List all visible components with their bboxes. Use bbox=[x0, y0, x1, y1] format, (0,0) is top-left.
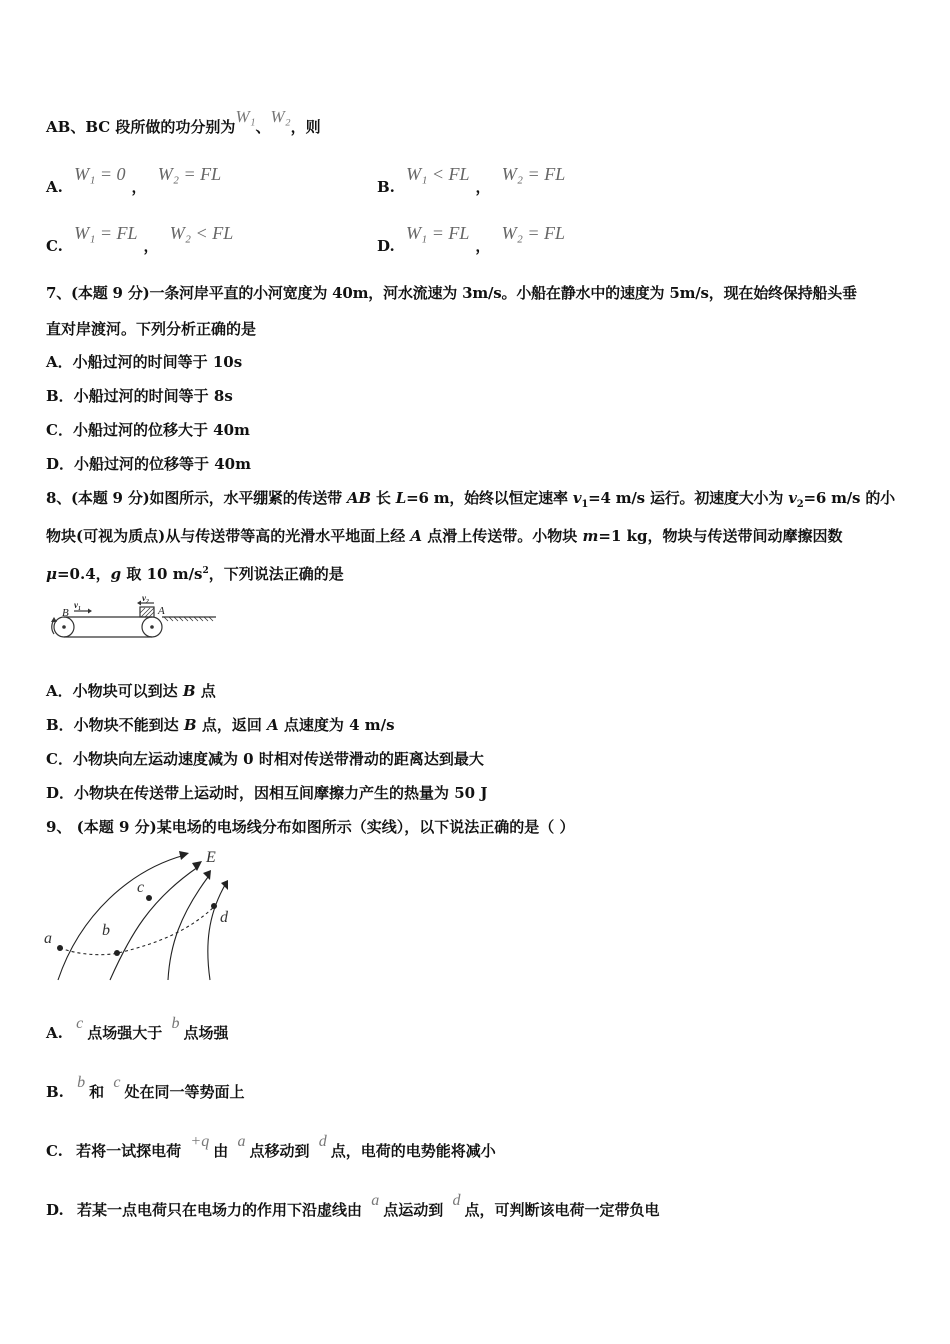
option-label: B. bbox=[46, 1083, 64, 1101]
sym: a bbox=[371, 1192, 380, 1209]
text: 点，电荷的电势能将减小 bbox=[330, 1142, 496, 1160]
field-line-1 bbox=[58, 855, 185, 980]
label-d: d bbox=[220, 909, 228, 926]
var-v1: v bbox=[572, 489, 582, 507]
text: ，下列说法正确的是 bbox=[208, 565, 344, 583]
label-b: B bbox=[62, 607, 69, 619]
point-a bbox=[57, 945, 63, 951]
text: =6 m，始终以恒定速率 bbox=[406, 489, 573, 507]
sym: d bbox=[318, 1133, 327, 1150]
text: 物块(可视为质点)从与传送带等高的光滑水平地面上经 bbox=[46, 527, 411, 545]
option-label: D. bbox=[377, 237, 395, 255]
option-math-2: W₂ = FL bbox=[157, 164, 222, 184]
q6-sep: 、 bbox=[255, 118, 271, 136]
q7-stem-line-1: 7、(本题 9 分)一条河岸平直的小河宽度为 40m，河水流速为 3m/s。小船在静水中的速度为 5m/s，现在始终保持船头垂 bbox=[46, 284, 857, 302]
q8-stem-line-1 bbox=[46, 487, 895, 510]
var-mu: μ bbox=[46, 565, 57, 583]
q8-option-c[interactable]: C．小物块向左运动速度减为 0 时相对传送带滑动的距离达到最大 bbox=[46, 750, 484, 768]
q8-stem-line-3 bbox=[46, 563, 344, 584]
q7-option-a[interactable]: A．小船过河的时间等于 10s bbox=[46, 353, 243, 371]
label-v1: v₁ bbox=[74, 600, 82, 610]
text: A．小物块可以到达 bbox=[46, 682, 183, 700]
text: 长 bbox=[370, 489, 396, 507]
q8-option-b[interactable] bbox=[46, 714, 395, 735]
point-c bbox=[146, 895, 152, 901]
option-math-2: W₂ = FL bbox=[501, 164, 566, 184]
comma: ， bbox=[131, 178, 147, 196]
option-math-2: W₂ = FL bbox=[501, 223, 565, 243]
sym: d bbox=[452, 1192, 461, 1209]
var-ab: AB bbox=[346, 489, 371, 507]
sym: c bbox=[76, 1015, 84, 1032]
text: 点 bbox=[195, 682, 216, 700]
text: =1 kg，物块与传送带间动摩擦因数 bbox=[598, 527, 843, 545]
superscript: 2 bbox=[202, 566, 209, 576]
sym: a bbox=[237, 1133, 246, 1150]
q6-option-c[interactable] bbox=[46, 223, 239, 256]
option-math-1: W₁ = FL bbox=[74, 223, 138, 243]
q8-option-d[interactable]: D．小物块在传送带上运动时，因相互间摩擦力产生的热量为 50 J bbox=[46, 784, 488, 802]
text: 和 bbox=[89, 1083, 105, 1101]
text: 点运动到 bbox=[383, 1201, 444, 1219]
q9-option-a[interactable] bbox=[46, 1015, 229, 1043]
text: 由 bbox=[213, 1142, 229, 1160]
text: 点，可判断该电荷一定带负电 bbox=[464, 1201, 660, 1219]
option-label: A. bbox=[46, 1024, 63, 1042]
q7-stem-line-2: 直对岸渡河。下列分析正确的是 bbox=[46, 320, 257, 338]
q6-option-d[interactable] bbox=[377, 223, 571, 256]
q7-option-b[interactable]: B．小船过河的时间等于 8s bbox=[46, 387, 233, 405]
q9-option-b[interactable] bbox=[46, 1074, 245, 1102]
arrowhead-1 bbox=[179, 851, 189, 860]
point-d bbox=[211, 903, 217, 909]
label-a: A bbox=[158, 605, 165, 617]
var-v2: v bbox=[788, 489, 797, 507]
q6-option-a[interactable] bbox=[46, 164, 227, 197]
option-label: D. bbox=[46, 1201, 64, 1219]
comma: ， bbox=[475, 237, 491, 255]
comma: ， bbox=[475, 178, 491, 196]
arrowhead-4 bbox=[221, 880, 228, 890]
option-math-2: W₂ < FL bbox=[169, 223, 234, 243]
field-line-4 bbox=[208, 885, 225, 980]
var-l: L bbox=[395, 489, 407, 507]
electric-field-figure bbox=[40, 845, 240, 985]
q6-intro-text: AB、BC 段所做的功分别为 bbox=[46, 118, 236, 136]
text: 点场强 bbox=[183, 1024, 229, 1042]
label-e: E bbox=[206, 849, 216, 866]
q9-stem: 9、 (本题 9 分)某电场的电场线分布如图所示（实线），以下说法正确的是（ ） bbox=[46, 818, 575, 836]
text: 点速度为 4 m/s bbox=[278, 716, 395, 734]
text: 点，返回 bbox=[196, 716, 268, 734]
field-line-2 bbox=[110, 867, 198, 980]
q6-option-b[interactable] bbox=[377, 164, 571, 197]
text: =0.4， bbox=[56, 565, 111, 583]
var: A bbox=[267, 716, 279, 734]
q6-intro bbox=[46, 107, 321, 137]
text: 点滑上传送带。小物块 bbox=[422, 527, 583, 545]
option-math-1: W₁ = FL bbox=[405, 223, 470, 243]
text: B．小物块不能到达 bbox=[46, 716, 184, 734]
q7-option-c[interactable]: C．小船过河的位移大于 40m bbox=[46, 421, 250, 439]
comma: ， bbox=[143, 237, 159, 255]
text: =4 m/s 运行。初速度大小为 bbox=[588, 489, 789, 507]
text: 取 10 m/s bbox=[121, 565, 203, 583]
option-label: C. bbox=[46, 1142, 63, 1160]
text: 点移动到 bbox=[249, 1142, 310, 1160]
var: B bbox=[182, 682, 196, 700]
option-label: A. bbox=[46, 178, 63, 196]
option-math-1: W₁ = 0 bbox=[74, 164, 126, 184]
label-a: a bbox=[44, 930, 52, 947]
text: 8、(本题 9 分)如图所示，水平绷紧的传送带 bbox=[46, 489, 347, 507]
sym: c bbox=[113, 1074, 121, 1091]
field-line-3 bbox=[168, 877, 208, 980]
q6-tail: ，则 bbox=[290, 118, 321, 136]
text: 点场强大于 bbox=[87, 1024, 163, 1042]
q6-w1: W₁ bbox=[235, 107, 256, 126]
text: 若某一点电荷只在电场力的作用下沿虚线由 bbox=[76, 1201, 362, 1219]
var-m: m bbox=[582, 527, 599, 545]
text: 若将一试探电荷 bbox=[76, 1142, 182, 1160]
var-g: g bbox=[110, 565, 122, 583]
q9-option-c[interactable] bbox=[46, 1133, 496, 1161]
var-a: A bbox=[410, 527, 423, 545]
conveyor-belt-figure bbox=[44, 592, 219, 642]
text: 处在同一等势面上 bbox=[124, 1083, 245, 1101]
option-label: B. bbox=[377, 178, 395, 196]
sub-1: 1 bbox=[581, 499, 589, 510]
q8-option-a[interactable] bbox=[46, 680, 216, 701]
text: =6 m/s 的小 bbox=[803, 489, 895, 507]
point-b bbox=[114, 950, 120, 956]
option-label: C. bbox=[46, 237, 63, 255]
label-c: c bbox=[137, 879, 145, 896]
sym: b bbox=[171, 1015, 180, 1032]
q6-w2: W₂ bbox=[270, 107, 291, 126]
sub-2: 2 bbox=[796, 499, 804, 510]
q9-option-d[interactable] bbox=[46, 1192, 660, 1220]
option-math-1: W₁ < FL bbox=[406, 164, 470, 184]
sym: b bbox=[77, 1074, 86, 1091]
sym: +q bbox=[190, 1133, 210, 1150]
q7-option-d[interactable]: D．小船过河的位移等于 40m bbox=[46, 455, 251, 473]
label-v2: v₂ bbox=[142, 593, 150, 603]
label-b: b bbox=[102, 922, 110, 939]
q8-stem-line-2 bbox=[46, 525, 843, 546]
var: B bbox=[183, 716, 197, 734]
